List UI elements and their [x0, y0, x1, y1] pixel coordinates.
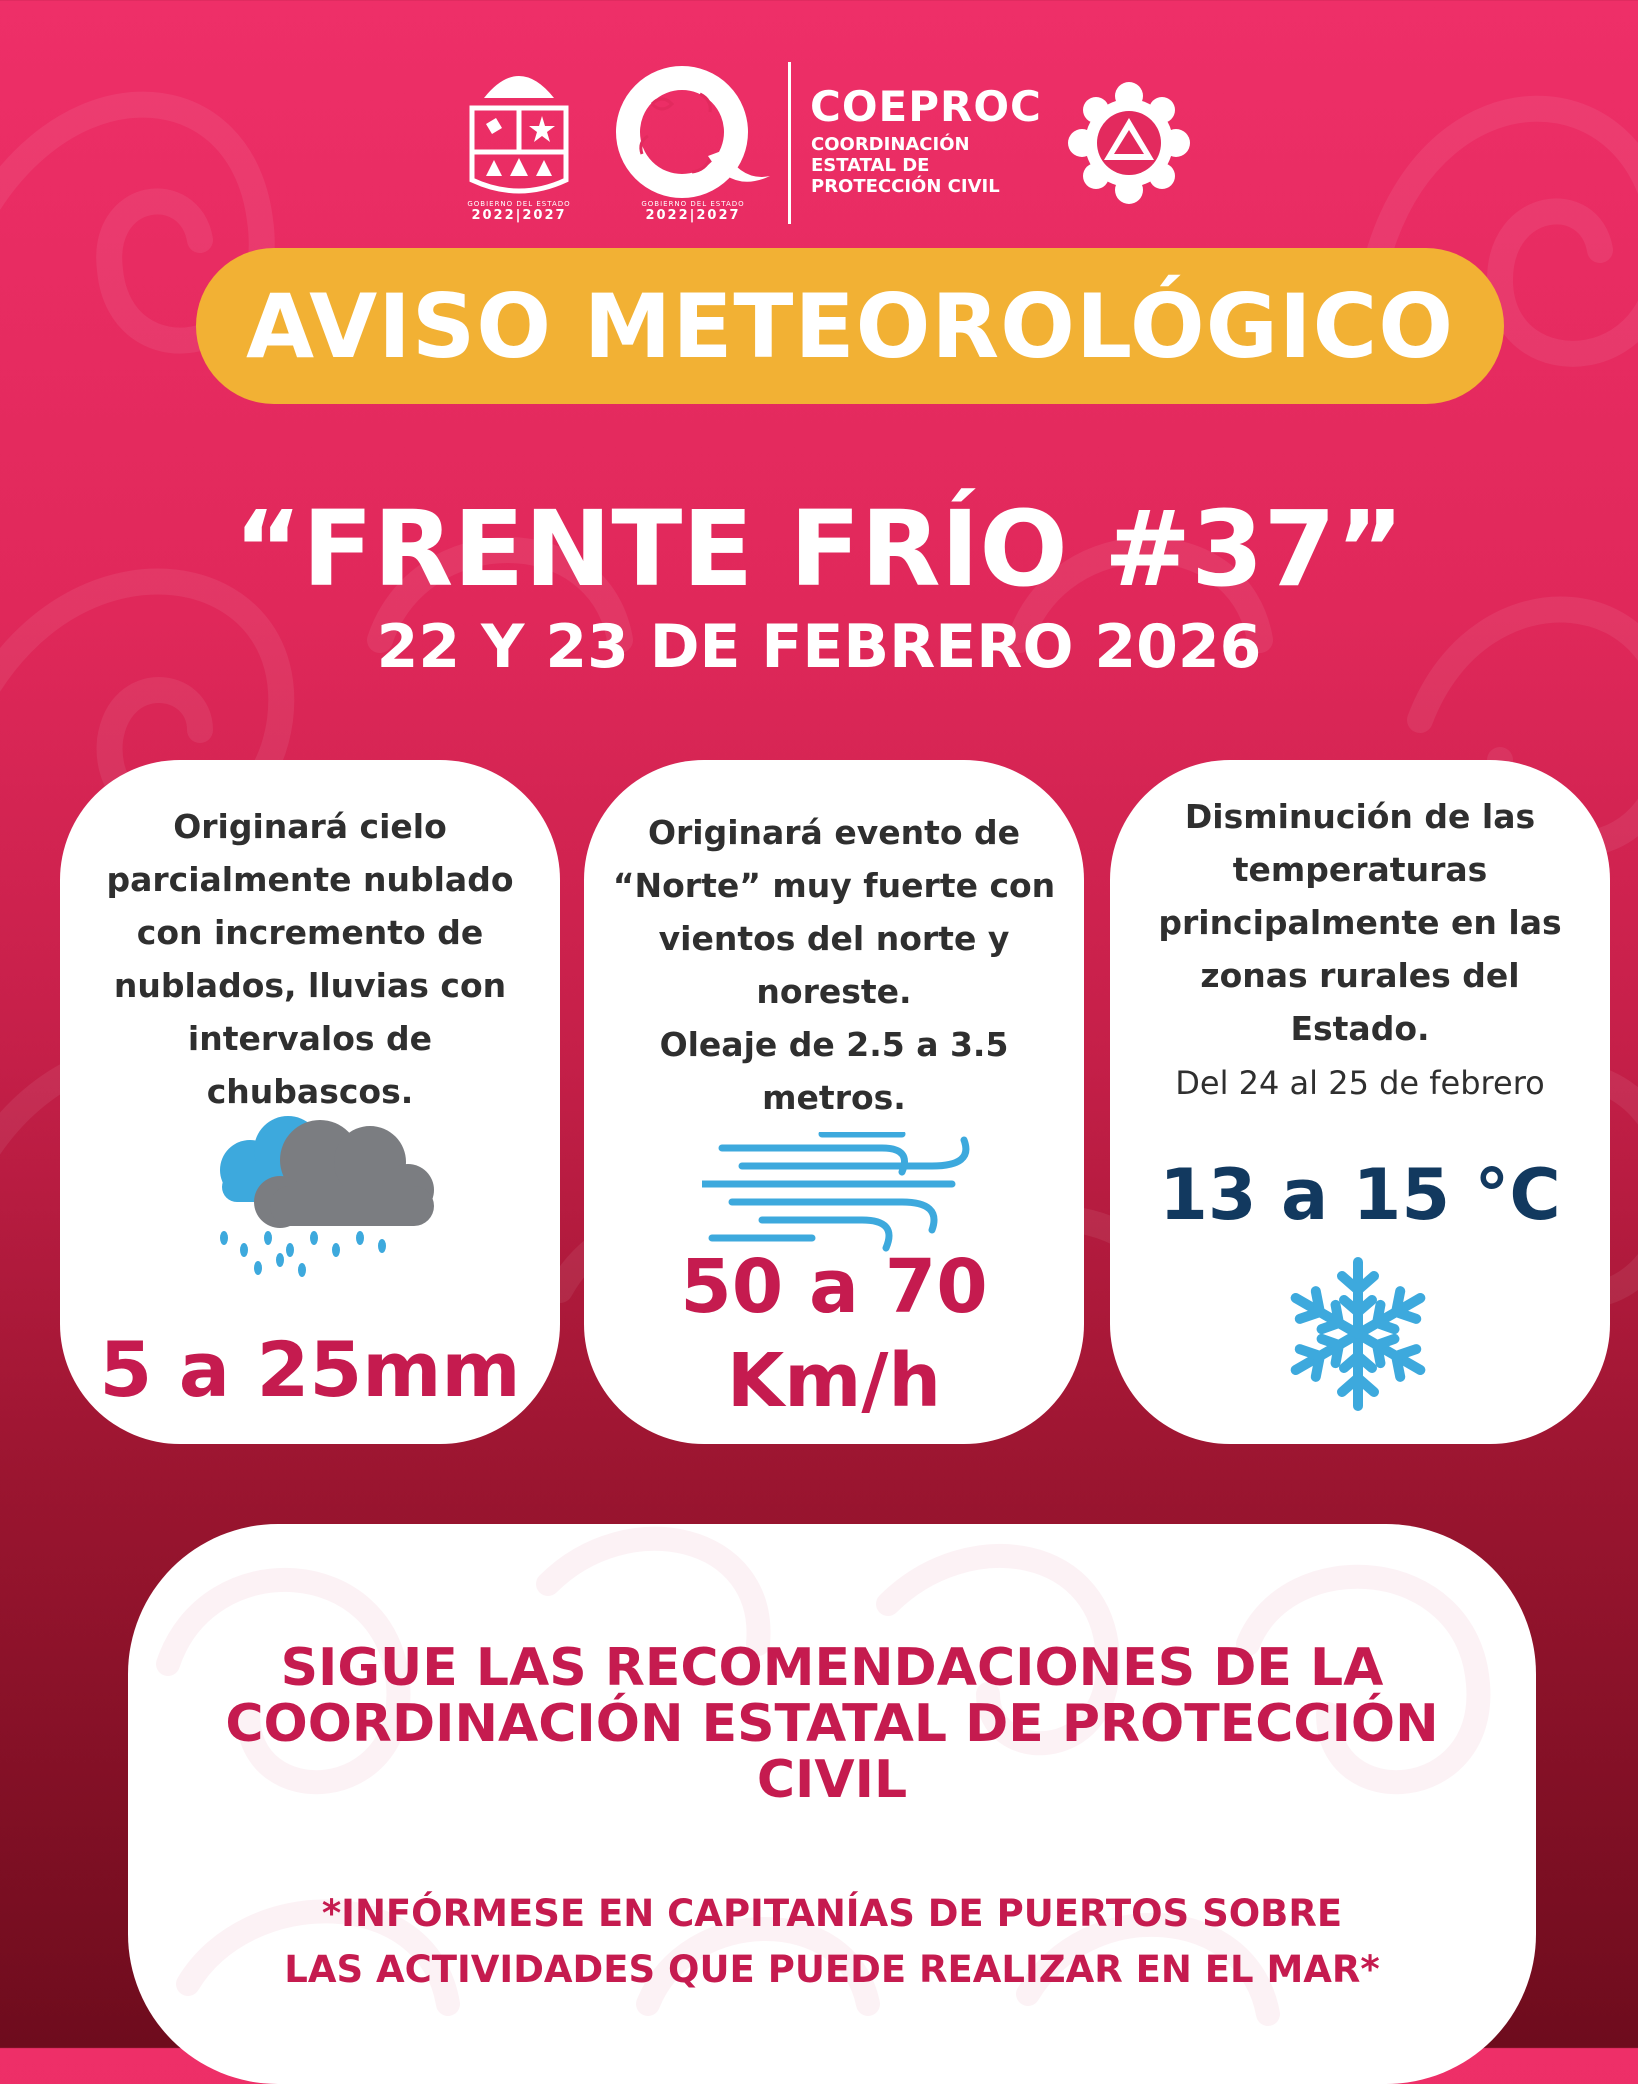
temperature-card	[1110, 760, 1610, 1444]
header-divider	[788, 62, 791, 224]
q-logo-caption	[618, 200, 768, 223]
agency-acronym: COEPROC	[810, 82, 1042, 131]
gov-logo-label: GOBIERNO DEL ESTADO	[467, 200, 571, 208]
rain-amount: 5 a 25mm	[99, 1325, 521, 1414]
port-advisory	[148, 1886, 1516, 1998]
recommendation-heading-line: COORDINACIÓN ESTATAL DE PROTECCIÓN	[225, 1694, 1439, 1754]
temperature-card-line: Disminución de las	[1184, 797, 1536, 836]
port-advisory-line: *INFÓRMESE EN CAPITANÍAS DE PUERTOS SOBRE	[321, 1892, 1343, 1935]
temperature-card-line: temperaturas	[1232, 850, 1488, 889]
wind-card-line: metros.	[762, 1078, 906, 1117]
snowflake-icon	[1278, 1254, 1438, 1414]
wind-speed-unit: Km/h	[726, 1338, 942, 1424]
rain-card-line: Originará cielo	[173, 807, 447, 846]
temperature-range: 13 a 15 °C	[1159, 1154, 1561, 1236]
agency-name-line-2: ESTATAL DE	[811, 155, 930, 176]
agency-name-line-3: PROTECCIÓN CIVIL	[811, 176, 1000, 197]
agency-name	[811, 134, 1000, 197]
q-logo-label: GOBIERNO DEL ESTADO	[641, 200, 745, 208]
wind-card	[584, 760, 1084, 1444]
rain-card-line: con incremento de	[136, 913, 484, 952]
wind-card-line: vientos del norte y	[658, 919, 1010, 958]
wind-card-line: Oleaje de 2.5 a 3.5	[659, 1025, 1009, 1064]
temperature-card-line: principalmente en las	[1158, 903, 1562, 942]
aviso-banner	[196, 248, 1504, 404]
q-logo-icon	[612, 64, 772, 204]
wind-card-line: Originará evento de	[647, 813, 1021, 852]
temperature-card-date-range: Del 24 al 25 de febrero	[1175, 1064, 1545, 1102]
wind-card-description	[604, 806, 1064, 1124]
rain-card	[60, 760, 560, 1444]
rain-card-description	[80, 800, 540, 1118]
recommendation-heading	[148, 1640, 1516, 1808]
rain-card-line: intervalos de	[187, 1019, 433, 1058]
gov-logo-years: 2022|2027	[471, 208, 567, 223]
recommendation-box	[128, 1524, 1536, 2084]
q-logo-years: 2022|2027	[645, 208, 741, 223]
header	[0, 0, 1638, 240]
wind-speed-range: 50 a 70	[680, 1244, 988, 1330]
aviso-title: AVISO METEOROLÓGICO	[245, 274, 1455, 378]
temperature-card-line: Estado.	[1290, 1009, 1430, 1048]
civil-protection-emblem-icon	[1068, 82, 1190, 204]
agency-name-line-1: COORDINACIÓN	[811, 134, 970, 155]
wind-card-line: “Norte” muy fuerte con	[612, 866, 1056, 905]
recommendation-heading-line: CIVIL	[756, 1750, 908, 1810]
temperature-card-description	[1130, 790, 1590, 1055]
rain-cloud-icon	[210, 1110, 450, 1278]
rain-card-line: chubascos.	[206, 1072, 414, 1111]
recommendation-heading-line: SIGUE LAS RECOMENDACIONES DE LA	[280, 1638, 1384, 1698]
event-date: 22 Y 23 DE FEBRERO 2026	[376, 612, 1262, 682]
wind-icon	[702, 1132, 988, 1256]
event-name: “FRENTE FRÍO #37”	[233, 488, 1405, 610]
gov-logo-caption	[444, 200, 594, 223]
wind-card-line: noreste.	[756, 972, 912, 1011]
rain-card-line: nublados, lluvias con	[113, 966, 507, 1005]
port-advisory-line: LAS ACTIVIDADES QUE PUEDE REALIZAR EN EL MAR*	[284, 1948, 1380, 1991]
rain-card-line: parcialmente nublado	[106, 860, 514, 899]
temperature-card-line: zonas rurales del	[1200, 956, 1520, 995]
state-coat-of-arms-icon	[464, 60, 574, 200]
